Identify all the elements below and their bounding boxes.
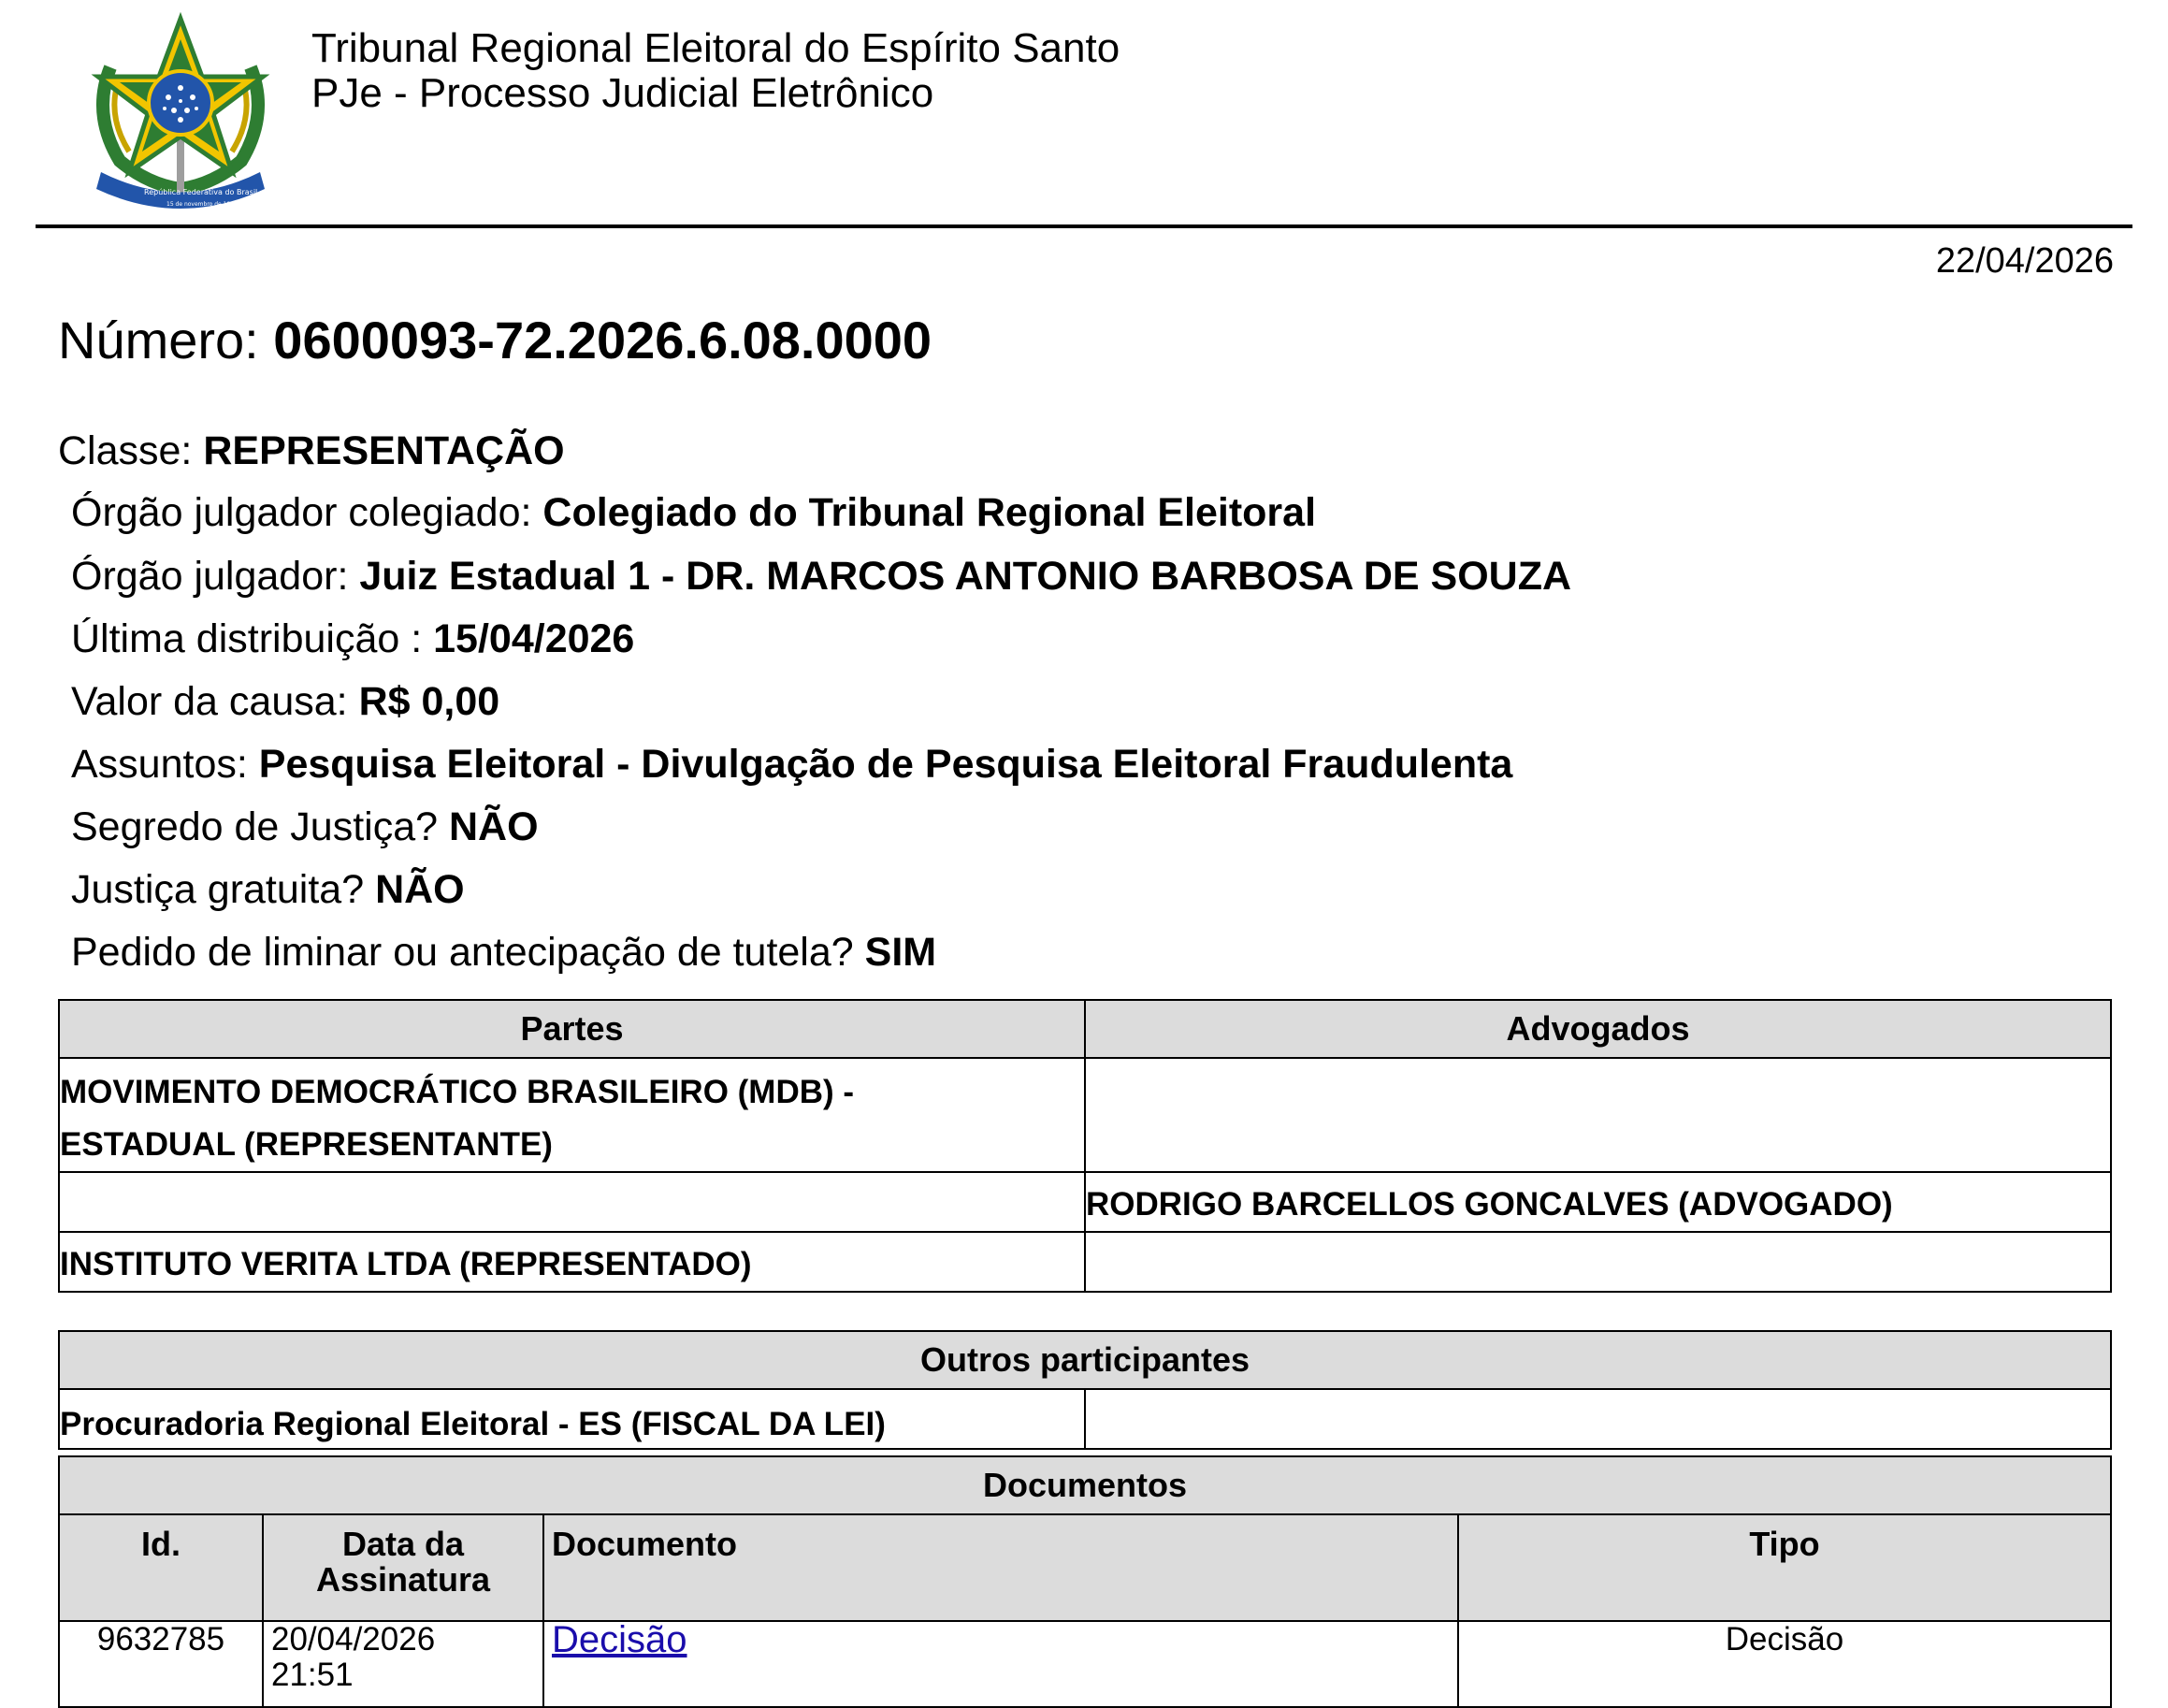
process-number bbox=[58, 309, 932, 372]
parties-header-row bbox=[59, 1000, 2111, 1058]
parties-table bbox=[58, 999, 2112, 1293]
documents-caption-row bbox=[59, 1456, 2111, 1514]
party-name-line: MOVIMENTO DEMOCRÁTICO BRASILEIRO (MDB) - bbox=[60, 1074, 855, 1110]
other-participants-header: Outros participantes bbox=[59, 1331, 2111, 1389]
document-date: 20/04/2026 bbox=[271, 1621, 436, 1657]
document-name-cell bbox=[543, 1621, 1458, 1707]
meta-label: Órgão julgador colegiado: bbox=[71, 490, 543, 535]
table-row bbox=[59, 1172, 2111, 1232]
meta-ultima-distribuicao bbox=[71, 613, 634, 665]
other-participants-header-row bbox=[59, 1331, 2111, 1389]
meta-valor-causa bbox=[71, 675, 499, 728]
document-header bbox=[0, 0, 2168, 227]
meta-orgao-julgador bbox=[71, 550, 1571, 602]
meta-classe bbox=[58, 425, 565, 477]
table-row bbox=[59, 1058, 2111, 1172]
table-row bbox=[59, 1232, 2111, 1292]
signature-date-column-header bbox=[263, 1514, 543, 1621]
participant-extra-cell bbox=[1085, 1389, 2111, 1449]
party-cell bbox=[59, 1172, 1085, 1232]
table-row bbox=[59, 1389, 2111, 1449]
meta-segredo-justica bbox=[71, 801, 539, 853]
process-number-label: Número: bbox=[58, 311, 259, 369]
meta-value: Colegiado do Tribunal Regional Eleitoral bbox=[542, 490, 1317, 535]
header-divider bbox=[36, 224, 2132, 228]
emblem-date: 15 de novembro de 1889 bbox=[166, 201, 238, 208]
meta-value: REPRESENTAÇÃO bbox=[203, 428, 565, 473]
document-id-cell: 9632785 bbox=[59, 1621, 263, 1707]
document-link[interactable]: Decisão bbox=[552, 1619, 687, 1660]
lawyers-column-header: Advogados bbox=[1085, 1000, 2111, 1058]
meta-justica-gratuita bbox=[71, 863, 465, 916]
party-cell: INSTITUTO VERITA LTDA (REPRESENTADO) bbox=[59, 1232, 1085, 1292]
column-header-line: Data da bbox=[341, 1525, 465, 1563]
print-date: 22/04/2026 bbox=[1935, 241, 2114, 281]
meta-assuntos bbox=[71, 738, 1512, 790]
process-number-value: 0600093-72.2026.6.08.0000 bbox=[273, 311, 932, 369]
meta-value: SIM bbox=[864, 930, 937, 975]
emblem-motto: República Federativa do Brasil bbox=[144, 188, 258, 196]
table-row bbox=[59, 1621, 2111, 1707]
meta-value: Pesquisa Eleitoral - Divulgação de Pesquisa Eleitoral Fraudulenta bbox=[258, 742, 1513, 787]
system-title: PJe - Processo Judicial Eletrônico bbox=[311, 70, 934, 116]
meta-value: NÃO bbox=[449, 804, 539, 849]
meta-label: Assuntos: bbox=[71, 742, 259, 787]
meta-value: 15/04/2026 bbox=[433, 616, 635, 661]
document-time: 21:51 bbox=[271, 1657, 354, 1693]
document-column-header: Documento bbox=[543, 1514, 1458, 1621]
lawyer-cell bbox=[1085, 1058, 2111, 1172]
lawyer-cell: RODRIGO BARCELLOS GONCALVES (ADVOGADO) bbox=[1085, 1172, 2111, 1232]
meta-label: Pedido de liminar ou antecipação de tutela? bbox=[71, 930, 865, 975]
document-date-cell bbox=[263, 1621, 543, 1707]
meta-label: Valor da causa: bbox=[71, 679, 359, 724]
type-column-header: Tipo bbox=[1458, 1514, 2111, 1621]
meta-label: Justiça gratuita? bbox=[71, 867, 376, 912]
meta-orgao-colegiado bbox=[71, 486, 1316, 539]
court-title: Tribunal Regional Eleitoral do Espírito Santo bbox=[311, 25, 1120, 71]
party-name-line: ESTADUAL (REPRESENTANTE) bbox=[60, 1126, 553, 1163]
meta-label: Segredo de Justiça? bbox=[71, 804, 449, 849]
other-participants-table bbox=[58, 1330, 2112, 1450]
party-cell bbox=[59, 1058, 1085, 1172]
documents-header: Documentos bbox=[59, 1456, 2111, 1514]
lawyer-cell bbox=[1085, 1232, 2111, 1292]
documents-column-header-row bbox=[59, 1514, 2111, 1621]
brazil-coat-of-arms-icon bbox=[82, 11, 279, 215]
participant-cell: Procuradoria Regional Eleitoral - ES (FISCAL DA LEI) bbox=[59, 1389, 1085, 1449]
meta-label: Órgão julgador: bbox=[71, 554, 360, 599]
meta-value: Juiz Estadual 1 - DR. MARCOS ANTONIO BARBOSA DE SOUZA bbox=[359, 554, 1572, 599]
meta-value: R$ 0,00 bbox=[358, 679, 500, 724]
meta-label: Classe: bbox=[58, 428, 204, 473]
column-header-line: Assinatura bbox=[315, 1560, 491, 1599]
document-type-cell: Decisão bbox=[1458, 1621, 2111, 1707]
meta-label: Última distribuição : bbox=[71, 616, 434, 661]
meta-value: NÃO bbox=[375, 867, 465, 912]
parties-column-header: Partes bbox=[59, 1000, 1085, 1058]
meta-pedido-liminar bbox=[71, 926, 936, 978]
id-column-header: Id. bbox=[59, 1514, 263, 1621]
documents-table bbox=[58, 1455, 2112, 1708]
